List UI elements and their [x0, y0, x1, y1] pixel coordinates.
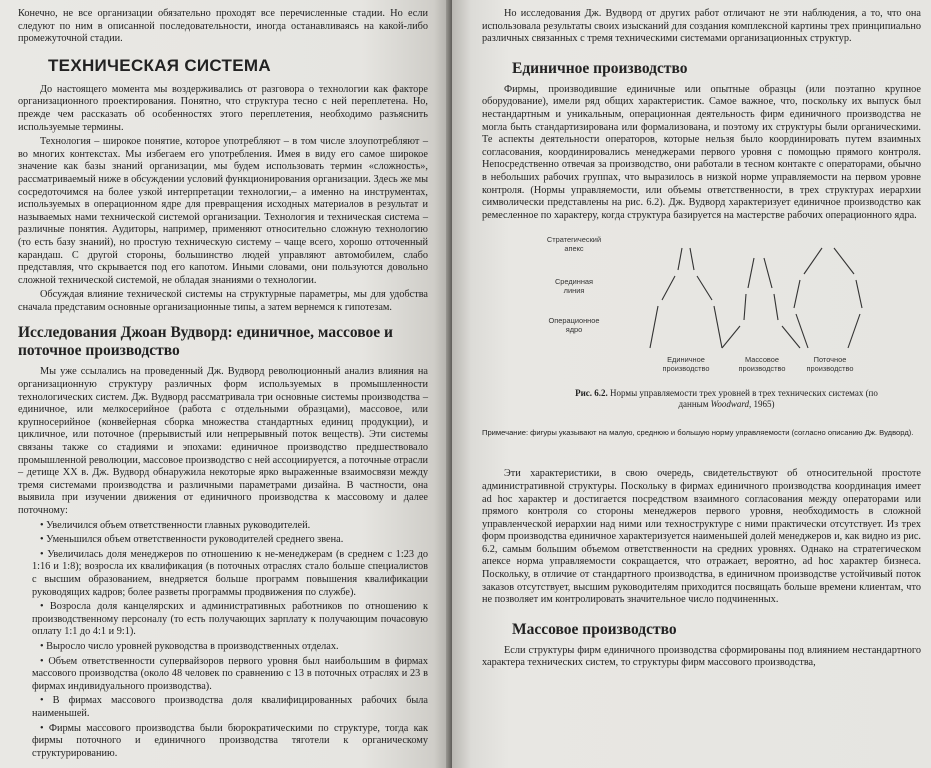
- label-middle-line: линия: [563, 286, 585, 296]
- paragraph: Фирмы, производившие единичные или опытные образцы (или поэтапно крупное оборудование), имели ряд общих характеристик. Самое важное, что, поскольку их выпуск был нестандартным и уникальным, операционная деятельность фирм единичного производства не могла быть стандартизирована или формализована, и поэтому их структуры были органическими. Те аспекты деятельности операторов, которые нельзя было координировать путем взаимных согласования, координировались менеджерами первого уровня с помощью прямого контроля. Непосредственно отвечая за производство, они работали в тесном контакте с операторами, обычно в небольших рабочих группах, что выразилось в низкой норме управляемости на первом уровне контроля. (Нормы управляемости, или объемы ответственности, в трех структурах иерархии символически представлены на рис. 6.2). Дж. Вудворд характеризует единичное производство как ремесленное по характеру, когда структура базируется на мастерстве рабочих операционного ядра.: [482, 83, 921, 221]
- column-label-mass: производство: [738, 364, 786, 374]
- label-strategic-apex: апекс: [564, 244, 584, 254]
- column-label-mass: Массовое: [745, 355, 779, 365]
- left-page: [0, 0, 452, 768]
- column-label-unit: производство: [662, 364, 710, 374]
- column-label-flow: Поточное: [813, 355, 847, 365]
- label-strategic-apex: Стратегический: [546, 235, 602, 245]
- paragraph: Мы уже ссылались на проведенный Дж. Вудворд революционный анализ влияния на организационную структуру различных форм используемых в промышленности технологических систем. Дж. Вудворд рассматривала три основные системы производства – единичное, или мелкосерийное (работа с отдельными образцами), массовое, или крупносерийное (конвейерная сборка множества стандартных единиц продукции), и цикличное, или поточное (прерывистый или непрерывный поток веществ). Эти системы связаны также со стадиями и эпохами: единичное производство предшествовало промышленной революции, массовое производство с ней ассоциируется, а поточные отрасли – детище XX в. Дж. Вудворд обнаружила некоторые ярко выраженные взаимосвязи между тремя системами производства и различными параметрами дизайна. В частности, она выявила при изучении движения от единичного производства к массовому и далее поточному:: [18, 366, 428, 516]
- paragraph: Но исследования Дж. Вудворд от других работ отличают не эти наблюдения, а то, что она использовала результаты своих изысканий для создания комплексной картины трех принципиально различных связанных с тремя техническими системами организационных структур.: [482, 8, 921, 45]
- shape-unit-production: [650, 248, 722, 348]
- list-item: • Уменьшился объем ответственности руководителей среднего звена.: [40, 534, 344, 546]
- span-of-control-diagram: [482, 228, 922, 388]
- label-operating-core: ядро: [565, 325, 583, 335]
- paragraph: Если структуры фирм единичного производства сформированы под влиянием нестандартного характера технических систем, то структуры фирм массового производства,: [482, 644, 921, 669]
- list-item: • В фирмах массового производства доля квалифицированных рабочих была наименьшей.: [32, 695, 428, 719]
- column-label-flow: производство: [806, 364, 854, 374]
- paragraph: До настоящего момента мы воздерживались от разговора о технологии как факторе организационного проектирования. Понятно, что структура тесно с ней переплетена. Но, прежде чем рассказать об особенностях этого переплетения, необходимо разъяснить используемые термины.: [18, 83, 428, 133]
- bullet-list: [18, 520, 428, 761]
- section-heading-unit-production: Единичное производство: [512, 59, 688, 77]
- list-item: • Возросла доля канцелярских и административных работников по отношению к производственному персоналу (то есть получающих зарплату к получающим почасовую оплату 1:1 до 4:1 и 9:1).: [32, 601, 428, 638]
- label-operating-core: Операционное: [548, 316, 600, 326]
- section-heading-technical-system: ТЕХНИЧЕСКАЯ СИСТЕМА: [48, 55, 271, 75]
- list-item: • Объем ответственности супервайзоров первого уровня был наибольшим в фирмах массового производства (около 48 человек по сравнению с 13 в поточных отраслях и 23 в фирмах индивидуального производства).: [32, 655, 428, 692]
- shape-flow-production: [794, 248, 862, 348]
- list-item: • Увеличилась доля менеджеров по отношению к не-менеджерам (в среднем с 1:23 до 1:16 и 1:8); возросла их квалификация (в поточных отраслях стало больше специалистов с высшим образованием, внедряется больше программ повышения квалификации руководящих кадров; более разветы программы продвижения по службе).: [32, 548, 428, 598]
- list-item: • Выросло число уровней руководства в производственных отделах.: [40, 640, 339, 652]
- right-page: [452, 0, 931, 768]
- paragraph: Обсуждая влияние технической системы на структурные параметры, мы для удобства сначала представим основные организационные типы, а затем вернемся к гипотезам.: [18, 289, 428, 313]
- section-heading-woodward: Исследования Джоан Вудворд: единичное, массовое и поточное производство: [18, 324, 393, 360]
- paragraph: Технология – широкое понятие, которое употребляют – в том числе злоупотребляют – во многих контекстах. Мы избегаем его употребления. Имея в виду его самое широкое значение как базы знаний организации, мы будем использовать термин «сложность», рассматриваемый ниже в обсуждении условий функционирования организации. Здесь же мы сосредоточимся на более узкой интерпретации технологии,– а именно на инструментах, используемых в операционном ядре для превращения исходных материалов в результат и называемых нами технической системой организации. Технология и техническая система – различные понятия. Аудиторы, например, применяют относительно сложную технологию (то есть базу знаний), но простую техническую систему – чаще всего, хорошо отточенный карандаш. С другой стороны, большинство людей управляют автомобилем, слабо представляя, что скрывается под его капотом. Иными словами, они пользуются довольно сложной технической системой, не обладая знаниями о технологии.: [18, 136, 428, 286]
- figure-6-2: [482, 228, 921, 388]
- label-middle-line: Срединная: [554, 277, 594, 287]
- figure-caption: Рис. 6.2. Нормы управляемости трех уровней в трех технических системах (по данным Woodward, 1965): [575, 388, 878, 410]
- column-label-unit: Единичное: [667, 355, 705, 365]
- section-heading-mass-production: Массовое производство: [512, 620, 677, 638]
- list-item: • Увеличился объем ответственности главных руководителей.: [40, 519, 311, 531]
- intro-paragraph: Конечно, не все организации обязательно проходят все перечисленные стадии. Но если следуют по ним в описанной последовательности, иногда останавливаясь на какой-либо промежуточной стадии.: [18, 8, 428, 45]
- paragraph: Эти характеристики, в свою очередь, свидетельствуют об относительной простоте административной структуры. Поскольку в фирмах единичного производства координация имеет ad hoc характер и достигается посредством взаимного согласования между операторами или прямого контроля со стороны менеджеров первого уровня, необходимость в сложной управленческой иерархии над ними или техноструктуре с ними практически отсутствует. Из трех форм производства единичное характеризуется наименьшей долей менеджеров и, как видно из рис. 6.2, самым большим объемом ответственности на средних уровнях. Однако на стратегическом апексе норма управляемости сокращается, что отражает, вероятно, ad hoc характер бизнеса. Поскольку, в отличие от стандартного производства, в единичном производстве устойчивый поток заказов отсутствует, высшим руководителям приходится посвящать больше времени клиентам, что не позволяет им контролировать значительное число подчиненных.: [482, 468, 921, 606]
- shape-mass-production: [722, 258, 800, 348]
- figure-note: Примечание: фигуры указывают на малую, среднюю и большую норму управляемости (согласно описанию Дж. Вудворд).: [482, 428, 914, 438]
- list-item: • Фирмы массового производства были бюрократическими по структуре, тогда как фирмы поточного и единичного производства тяготели к органическому структурированию.: [32, 722, 428, 759]
